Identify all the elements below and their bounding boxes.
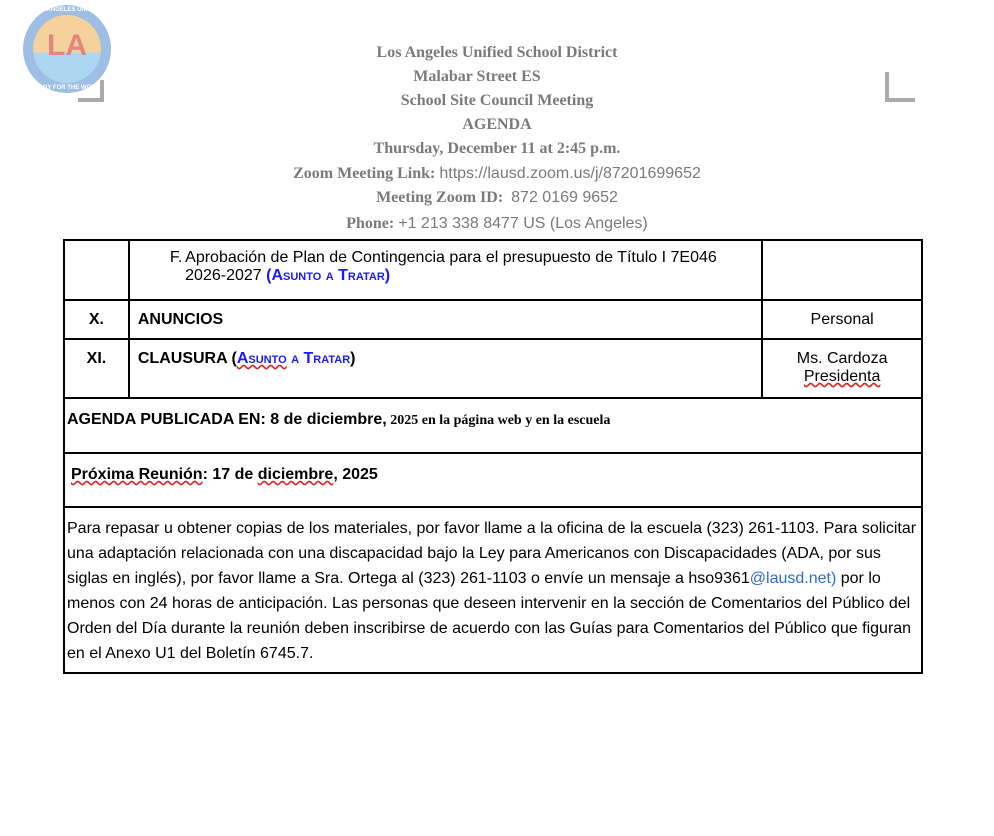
meeting-date: Thursday, December 11 at 2:45 p.m. <box>373 140 621 157</box>
meeting-name: School Site Council Meeting <box>400 92 594 109</box>
item-tag-a: Asunto <box>236 350 287 367</box>
presenter-cell <box>762 339 922 398</box>
posted-rest: 2025 en la página web y en la escuela <box>386 413 611 428</box>
item-number: X. <box>64 300 129 339</box>
zoom-id: 872 0169 9652 <box>511 189 618 206</box>
district-name: Los Angeles Unified School District <box>376 44 618 61</box>
zoom-link-label: Zoom Meeting Link: <box>293 165 436 182</box>
notice-text: Para repasar u obtener copias de los materiales, por favor llame a la oficina de la escuela (323) 261-1103. Para solicitar una adaptación relacionada con una discapacidad bajo la Ley para Americanos con Discapacidades (ADA, por sus siglas en inglés), por favor llame a Sra. Ortega al (323) 261-1103 o envíe un mensaje a hso9361 <box>67 520 917 587</box>
notice-row <box>64 507 922 673</box>
table-row <box>64 339 922 398</box>
presenter-cell <box>762 240 922 300</box>
lausd-logo: LA LOS ANGELES UNIFIED READY FOR THE WORLD <box>23 5 111 93</box>
table-row <box>64 240 922 300</box>
next-year: , 2025 <box>333 466 378 483</box>
presenter-name: Ms. Cardoza <box>796 350 888 367</box>
zoom-id-line <box>0 189 994 207</box>
email-link[interactable]: @lausd.net) <box>749 570 837 587</box>
next-meeting-row <box>64 453 922 507</box>
item-number: XI. <box>64 339 129 398</box>
posted-cell <box>64 398 922 453</box>
zoom-id-label: Meeting Zoom ID: <box>376 189 504 206</box>
posted-label: AGENDA PUBLICADA EN: 8 de diciembre, <box>67 411 387 428</box>
item-cell <box>129 240 762 300</box>
presenter-title: Presidenta <box>803 368 881 385</box>
notice-cell <box>64 507 922 673</box>
school-name: Malabar Street ES <box>413 68 541 85</box>
item-tag: (Asunto a Tratar) <box>266 267 391 284</box>
item-cell <box>129 339 762 398</box>
phone-label: Phone: <box>346 215 395 232</box>
phone-number: +1 213 338 8477 US (Los Angeles) <box>398 215 648 232</box>
zoom-link[interactable]: https://lausd.zoom.us/j/87201699652 <box>439 165 701 182</box>
presenter-cell: Personal <box>762 300 922 339</box>
agenda-title: AGENDA <box>462 116 532 133</box>
posted-row <box>64 398 922 453</box>
item-tag-b: a Tratar <box>286 350 351 367</box>
next-month: diciembre <box>257 466 334 483</box>
phone-line <box>0 215 994 233</box>
item-text: Aprobación de Plan de Contingencia para el presupuesto de Título I 7E046 2026-2027 <box>185 249 717 284</box>
next-label: Próxima Reunión <box>71 466 203 483</box>
agenda-table <box>63 239 923 674</box>
next-meeting-cell <box>64 453 922 507</box>
zoom-link-line <box>0 165 994 183</box>
item-prefix: F. <box>169 249 183 266</box>
item-text-end: ) <box>350 350 356 367</box>
notice-text-end: por lo menos con 24 horas de anticipación. Las personas que deseen intervenir en la sección de Comentarios del Público del Orden del Día durante la reunión deben inscribirse de acuerdo con las Guías para Comentarios del Público que figuran en el Anexo U1 del Boletín 6745.7. <box>67 570 912 662</box>
item-number <box>64 240 129 300</box>
next-date-a: : 17 de <box>202 466 258 483</box>
table-row <box>64 300 922 339</box>
item-text: ANUNCIOS <box>129 300 762 339</box>
item-text: CLAUSURA ( <box>137 350 237 367</box>
